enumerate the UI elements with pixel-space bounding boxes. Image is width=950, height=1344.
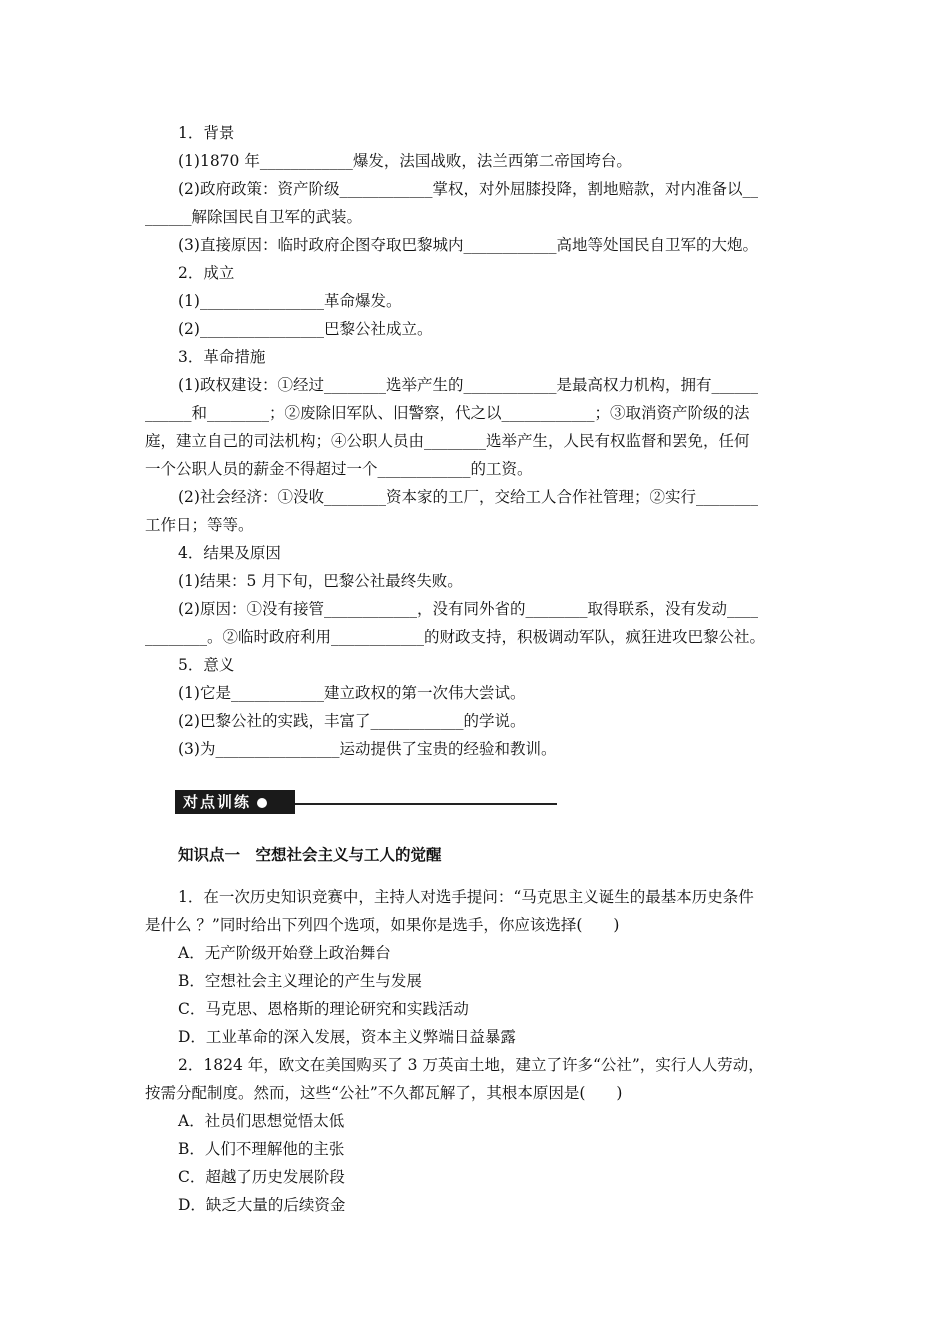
question-1-option-c: C．马克思、恩格斯的理论研究和实践活动 — [178, 1000, 469, 1018]
question-2-option-d: D．缺乏大量的后续资金 — [178, 1196, 346, 1214]
question-2-option-c: C．超越了历史发展阶段 — [178, 1168, 345, 1186]
question-2-option-b: B．人们不理解他的主张 — [178, 1140, 345, 1158]
text-line: (2)原因：①没有接管____________，没有同外省的________取得联系，没有发动____ — [178, 600, 758, 618]
knowledge-heading: 知识点一 空想社会主义与工人的觉醒 — [178, 846, 442, 864]
text-line: (1)它是____________建立政权的第一次伟大尝试。 — [178, 684, 526, 702]
text-line: (3)为________________运动提供了宝贵的经验和教训。 — [178, 740, 557, 758]
text-line: 庭，建立自己的司法机构；④公职人员由________选举产生，人民有权监督和罢免，任何 — [145, 432, 750, 450]
text-line: (3)直接原因：临时政府企图夺取巴黎城内____________高地等处国民自卫军的大炮。 — [178, 236, 758, 254]
question-1-stem: 是什么 ？”同时给出下列四个选项，如果你是选手，你应该选择( ) — [145, 916, 620, 934]
text-line: ________。②临时政府利用____________的财政支持，积极调动军队，疯狂进攻巴黎公社。 — [145, 628, 766, 646]
question-1-stem: 1．在一次历史知识竞赛中，主持人对选手提问：“马克思主义诞生的最基本历史条件 — [178, 888, 754, 906]
text-line: 一个公职人员的薪金不得超过一个____________的工资。 — [145, 460, 533, 478]
text-line: ______和________；②废除旧军队、旧警察，代之以____________；③取消资产阶级的法 — [145, 404, 750, 422]
question-2-stem: 2．1824 年，欧文在美国购买了 3 万英亩土地，建立了许多“公社”，实行人人劳动， — [178, 1056, 764, 1074]
text-line: (2)巴黎公社的实践，丰富了____________的学说。 — [178, 712, 526, 730]
section-title-background: 1．背景 — [178, 124, 235, 142]
question-2-option-a: A．社员们思想觉悟太低 — [178, 1112, 345, 1130]
text-line: 工作日；等等。 — [145, 516, 254, 534]
section-bar-label: 对点训练 — [183, 793, 252, 811]
text-line: (2)________________巴黎公社成立。 — [178, 320, 433, 338]
section-title-results: 4．结果及原因 — [178, 544, 281, 562]
text-line: (1)结果：5 月下旬，巴黎公社最终失败。 — [178, 572, 463, 590]
question-1-option-d: D．工业革命的深入发展，资本主义弊端日益暴露 — [178, 1028, 516, 1046]
section-title-establishment: 2．成立 — [178, 264, 235, 282]
section-divider — [295, 803, 557, 805]
question-2-stem: 按需分配制度。然而，这些“公社”不久都瓦解了，其根本原因是( ) — [145, 1084, 623, 1102]
section-title-significance: 5．意义 — [178, 656, 235, 674]
question-1-option-a: A．无产阶级开始登上政治舞台 — [178, 944, 391, 962]
text-line: (1)1870 年____________爆发，法国战败，法兰西第二帝国垮台。 — [178, 152, 632, 170]
text-line: (1)________________革命爆发。 — [178, 292, 402, 310]
question-1-option-b: B．空想社会主义理论的产生与发展 — [178, 972, 422, 990]
text-line: (1)政权建设：①经过________选举产生的____________是最高权力机构，拥有______ — [178, 376, 758, 394]
bullet-dot-icon — [257, 798, 267, 808]
text-line: (2)政府政策：资产阶级____________掌权，对外屈膝投降，割地赔款，对内准备以__ — [178, 180, 758, 198]
text-line: ______解除国民自卫军的武装。 — [145, 208, 363, 226]
section-bar — [175, 790, 295, 814]
section-title-measures: 3．革命措施 — [178, 348, 266, 366]
text-line: (2)社会经济：①没收________资本家的工厂，交给工人合作社管理；②实行________ — [178, 488, 758, 506]
